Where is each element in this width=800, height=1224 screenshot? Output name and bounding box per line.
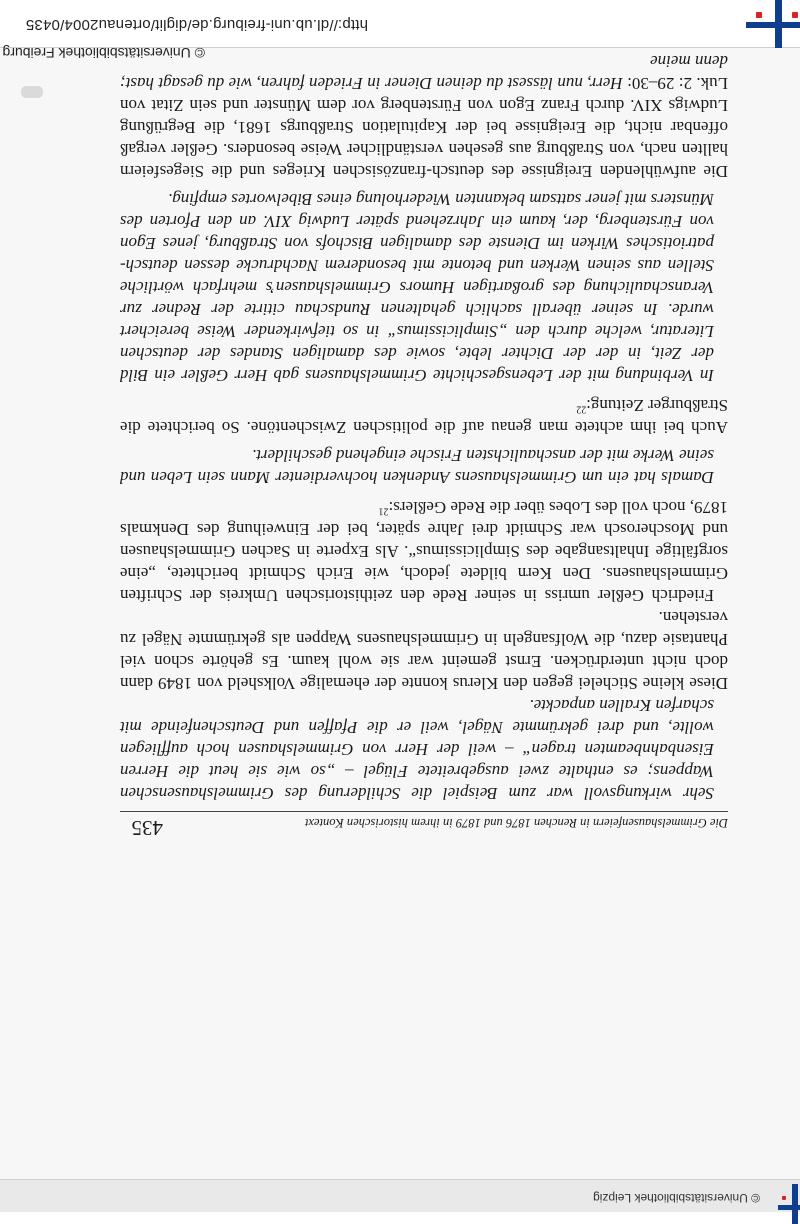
running-title: Die Grimmelshausenfeiern in Renchen 1876 und 1879 in ihrem historischen Kontext: [304, 816, 728, 830]
copyright-notice: © Universitätsbibliothek Freiburg: [2, 45, 205, 61]
paragraph-text: Friedrich Geßler umriss in seiner Rede den zeithistorischen Umkreis der Schriften Grimmelshausens. Den Kern bildete jedoch, wie Erich Schmidt berichtete, „eine sorgfältige Inhaltsangabe des Simplicissimus“. Als Experte in Sachen Grimmelshausen und Moscherosch war Schmidt drei Jahre später, bei der Einweihung des Denkmals 1879, noch voll des Lobes über die Rede Geßlers:: [120, 498, 728, 605]
paragraph: [120, 50, 728, 182]
library-logo: [774, 1184, 800, 1224]
quote-paragraph: In Verbindung mit der Lebensgeschichte Grimmelshausens gab Herr Geßler ein Bild der Zeit, in der der Dichter lebte, sowie des damaligen Standes der deutschen Literatur, welche durch den „Simplicissimus“ in so tiefwirkender Weise bereichert wurde. In seiner überall sachlich gehaltenen Rundschau citirte der Redner zur Veranschaulichung des großartigen Humors Grimmelshausen’s mehrfach wörtliche Stellen aus seinen Werken und betonte mit besonderem Nachdrucke dessen deutsch-patriotisches Wirken im Dienste des damaligen Bischofs von Straßburg, jenes Egon von Fürstenberg, der, kaum ein Jahrzehend später Ludwig XIV. an den Pforten des Münsters mit jener sattsam bekannten Wiederholung eines Bibelwortes empfing.: [120, 190, 714, 385]
quote-paragraph: Sehr wirkungsvoll war zum Beispiel die Schilderung des Grimmelshausenschen Wappens; es enthalte zwei ausgebreitete Flügel – „so wie sie heut die Herren Eisenbahnbeamten tragen“ – weil der Herr von Grimmelshausen hoch auffliegen wollte, und drei gekrümmte Nägel, weil er die Pfaffen und Deutschenfeinde mit scharfen Krallen anpackte.: [120, 696, 714, 803]
viewer-footer: [0, 0, 800, 61]
scan-speck: [21, 86, 43, 98]
page-url-link[interactable]: http://dl.ub.uni-freiburg.de/diglit/ortenau2004/0435: [25, 16, 368, 33]
running-header: [120, 811, 728, 840]
footnote-ref: 21: [378, 505, 389, 517]
page-number: 435: [131, 816, 163, 840]
paragraph: Diese kleine Stichelei gegen den Klerus konnte der ehemalige Volksheld von 1849 dann doch nicht unterdrücken. Ernst gemeint war sie wohl kaum. Es gehörte schon viel Phantasie dazu, die Wolfsangeln in Grimmelshausens Wappen als gekrümmte Nägel zu verstehen.: [120, 608, 728, 693]
library-logo: [742, 0, 800, 48]
paragraph-text: Die aufwühlenden Ereignisse des deutsch-französischen Krieges und die Siegesfeiern hallten nach, von Straßburg aus gesehen verständlicher Weise besonders. Geßler vergaß offenbar nicht, die Ereignisse bei der Kapitulation Straßburgs 1681, die Begrüßung Ludwigs XIV. durch Franz Egon von Fürstenberg vor dem Münster und sein Zitat von Luk. 2: 29–30:: [120, 74, 728, 181]
paragraph-text: Auch bei ihm achtete man genau auf die politischen Zwischentöne. So berichtete die Straßburger Zeitung:: [120, 396, 728, 437]
viewer-header: [0, 1179, 800, 1212]
footnote-ref: 22: [576, 403, 587, 415]
quote-paragraph: Damals hat ein um Grimmelshausens Andenken hochverdienter Mann sein Leben und seine Werke mit der anschaulichsten Frische eingehend geschildert.: [120, 446, 714, 487]
copyright-notice: © Universitätsbibliothek Leipzig: [593, 1191, 760, 1205]
paragraph: [120, 496, 728, 606]
page-body: [120, 50, 728, 804]
inline-quote: Herr, nun lässest du deinen Diener in Frieden fahren, wie du gesagt hast; denn meine: [120, 52, 728, 93]
paragraph: [120, 394, 728, 438]
